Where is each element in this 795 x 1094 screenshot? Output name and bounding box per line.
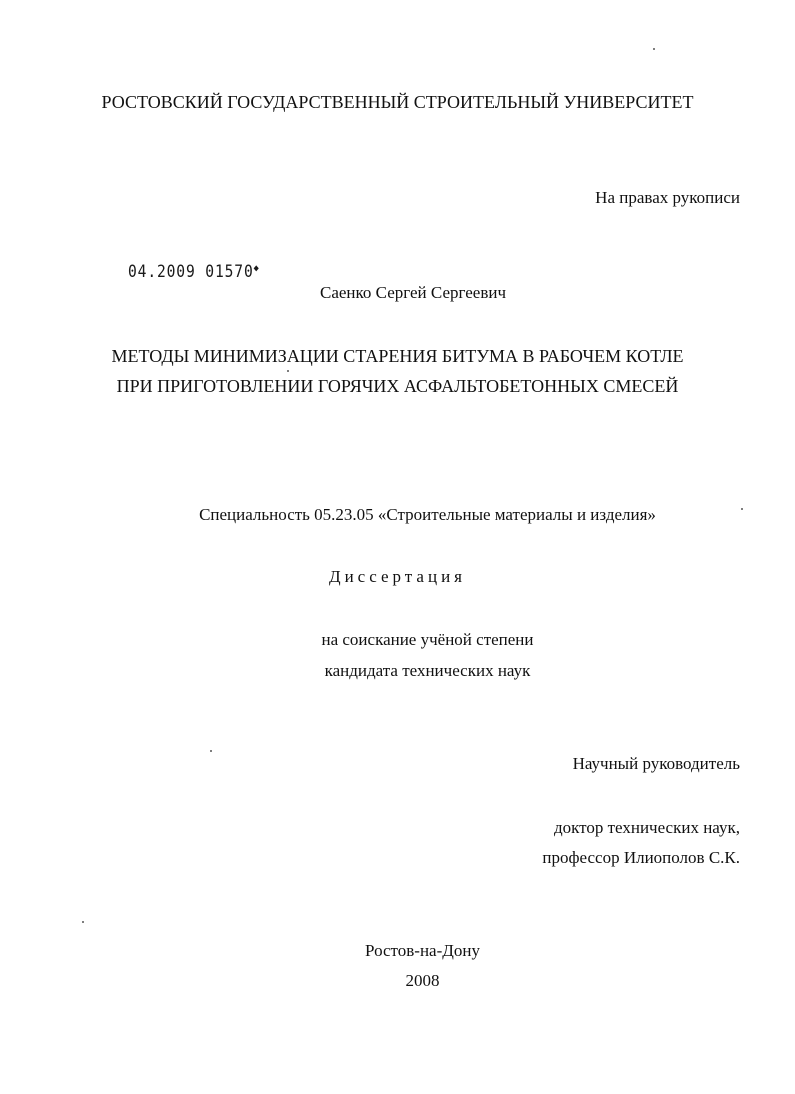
scan-speck (82, 921, 84, 923)
scan-speck (287, 370, 289, 372)
degree-line-1: на соискание учёной степени (321, 630, 534, 649)
university-name: РОСТОВСКИЙ ГОСУДАРСТВЕННЫЙ СТРОИТЕЛЬНЫЙ УНИВЕРСИТЕТ (101, 92, 694, 112)
specialty: Специальность 05.23.05 «Строительные материалы и изделия» (199, 505, 656, 524)
title-line-2: ПРИ ПРИГОТОВЛЕНИИ ГОРЯЧИХ АСФАЛЬТОБЕТОННЫХ СМЕСЕЙ (116, 376, 679, 396)
registration-number: 04.2009 01570 (128, 262, 254, 282)
city: Ростов-на-Дону (365, 941, 480, 960)
work-type: Диссертация (328, 567, 466, 586)
rights-note: На правах рукописи (595, 188, 740, 207)
supervisor-label: Научный руководитель (572, 754, 740, 773)
scan-speck (210, 750, 212, 752)
title-line-1: МЕТОДЫ МИНИМИЗАЦИИ СТАРЕНИЯ БИТУМА В РАБОЧЕМ КОТЛЕ (111, 346, 684, 366)
supervisor-name: профессор Илиополов С.К. (542, 848, 740, 867)
author-name: Саенко Сергей Сергеевич (320, 283, 507, 302)
degree-line-2: кандидата технических наук (324, 661, 531, 680)
stamp-mark-icon: ◆ (253, 263, 260, 274)
registration-stamp (128, 262, 260, 282)
scan-speck (741, 508, 743, 510)
supervisor-degree: доктор технических наук, (553, 818, 740, 837)
year: 2008 (405, 971, 440, 990)
scan-speck (653, 48, 655, 50)
